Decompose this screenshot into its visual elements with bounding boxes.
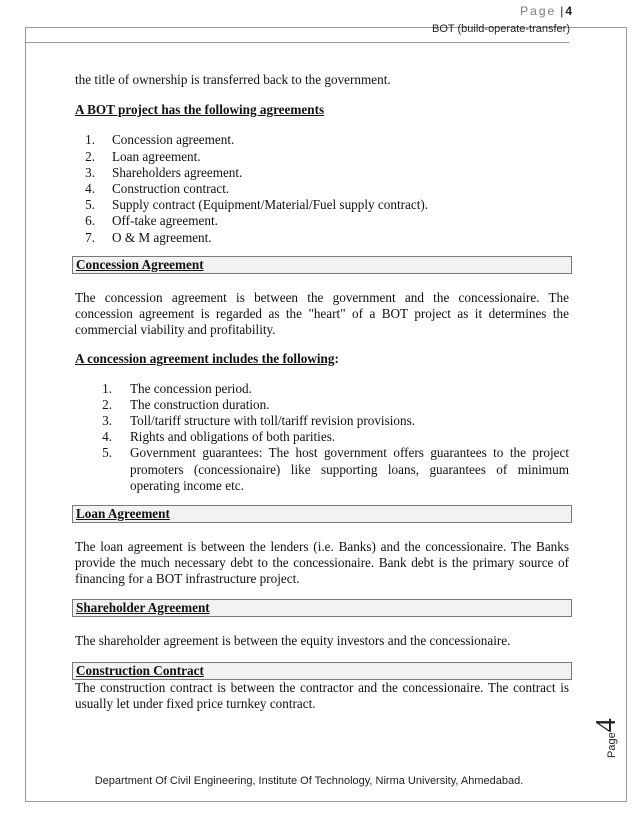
list-item: 4. Rights and obligations of both parities. xyxy=(102,429,336,445)
list-item: 5. Government guarantees: The host government offers guarantees to the project promoters (concessionaire) like supporting loans, guarantees of minimum operating income etc. xyxy=(102,445,569,493)
list-item: 2. Loan agreement. xyxy=(85,148,201,164)
concession-includes-heading: A concession agreement includes the following: xyxy=(75,351,339,367)
concession-heading: Concession Agreement xyxy=(72,256,572,274)
document-body xyxy=(75,72,569,712)
header-page-number xyxy=(520,4,572,18)
intro-text: the title of ownership is transferred back to the government. xyxy=(75,72,391,87)
list-item: 4. Construction contract. xyxy=(85,181,230,197)
side-page-label: Page xyxy=(606,732,618,758)
loan-heading: Loan Agreement xyxy=(72,505,572,523)
list-item: 1. The concession period. xyxy=(102,380,252,396)
agreements-list xyxy=(75,132,569,245)
side-page-number xyxy=(591,700,631,760)
list-item: 6. Off-take agreement. xyxy=(85,213,218,229)
side-page-rotated xyxy=(591,718,623,758)
list-item: 5. Supply contract (Equipment/Material/Fuel supply contract). xyxy=(85,197,429,213)
side-page-big-number: 4 xyxy=(591,718,622,733)
list-item: 1. Concession agreement. xyxy=(85,132,235,148)
header-doc-title: BOT (build-operate-transfer) xyxy=(432,23,570,35)
shareholder-heading: Shareholder Agreement xyxy=(72,599,572,617)
construction-heading: Construction Contract xyxy=(72,662,572,680)
header-page-word: Page xyxy=(520,4,557,18)
footer-text: Department Of Civil Engineering, Institute Of Technology, Nirma University, Ahmedabad. xyxy=(94,775,524,787)
list-item: 2. The construction duration. xyxy=(102,396,270,412)
header-page-num: 4 xyxy=(565,4,572,18)
loan-text: The loan agreement is between the lenders (i.e. Banks) and the concessionaire. The Banks provide the much necessary debt to the concessionaire. Bank debt is the primary source of financing for a BOT infrastructure project. xyxy=(75,539,569,587)
list-item: 7. O & M agreement. xyxy=(85,229,212,245)
construction-text: The construction contract is between the contractor and the concessionaire. The contract is usually let under fixed price turnkey contract. xyxy=(75,679,569,712)
agreements-heading: A BOT project has the following agreements xyxy=(75,102,325,118)
header-rule xyxy=(25,42,569,43)
footer xyxy=(25,775,627,787)
concession-text: The concession agreement is between the government and the concessionaire. The concession agreement is regarded as the "heart" of a BOT project as it determines the commercial viability and profitability. xyxy=(75,289,569,338)
header-separator: | xyxy=(560,4,564,18)
list-item: 3. Toll/tariff structure with toll/tariff revision provisions. xyxy=(102,413,416,429)
list-item: 3. Shareholders agreement. xyxy=(85,164,243,180)
concession-includes-list xyxy=(75,381,569,494)
shareholder-text: The shareholder agreement is between the equity investors and the concessionaire. xyxy=(75,632,511,648)
